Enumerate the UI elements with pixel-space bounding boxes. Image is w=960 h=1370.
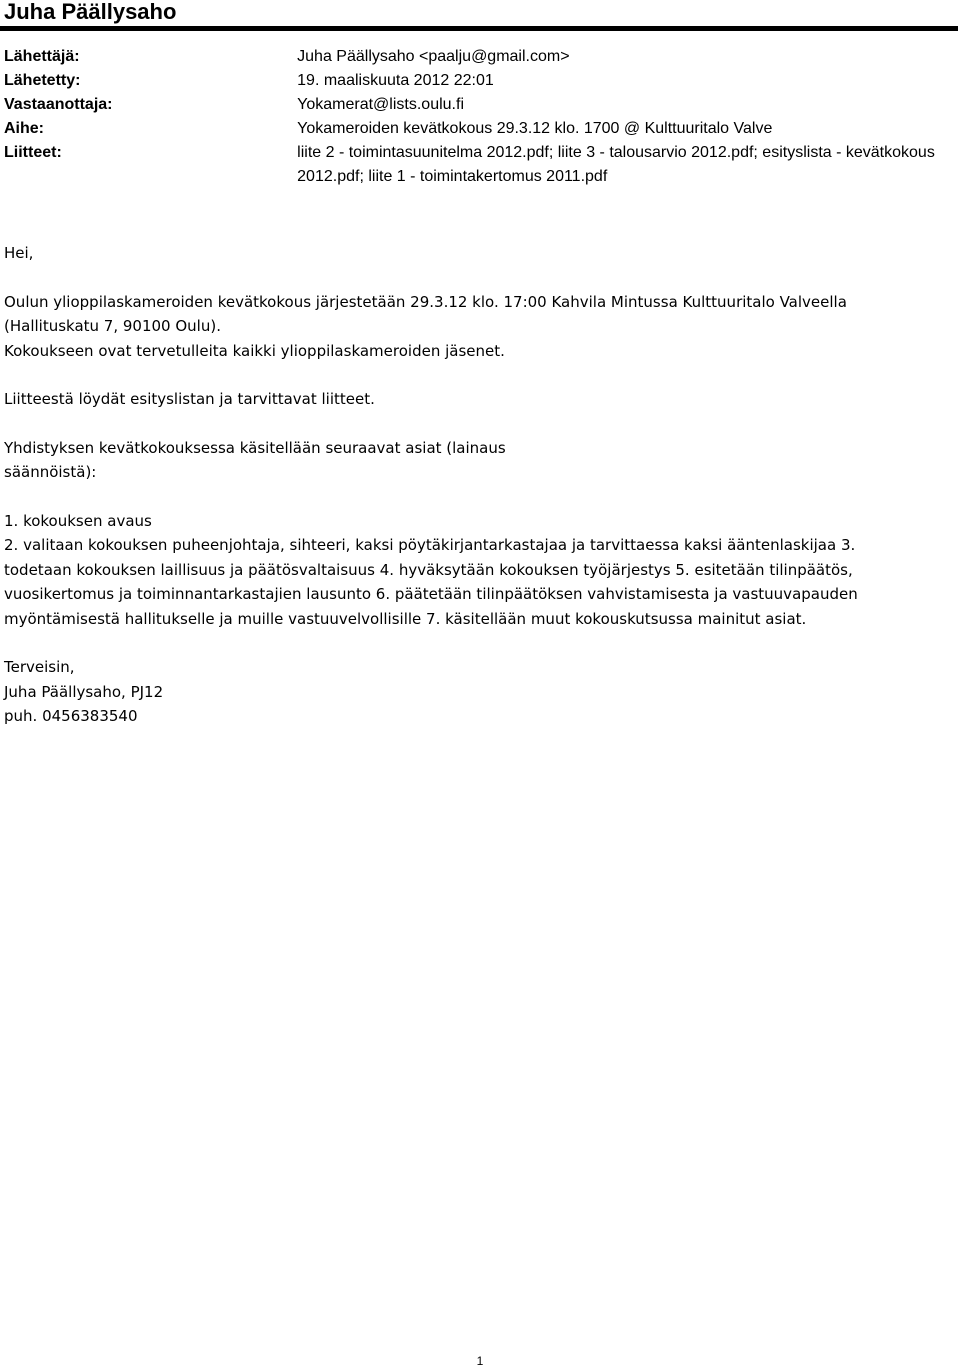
attachments-note: Liitteestä löydät esityslistan ja tarvittavat liitteet. [4, 390, 375, 408]
header-label-from: Lähettäjä: [4, 48, 80, 65]
meeting-line-2: (Hallituskatu 7, 90100 Oulu). [4, 317, 221, 335]
agenda-line-1: 1. kokouksen avaus [4, 511, 152, 530]
header-value-attachments: liite 2 - toimintasuunitelma 2012.pdf; liite 3 - talousarvio 2012.pdf; esityslista - kevätkokous 2012.pdf; liite 1 - toimintakertomus 2011.pdf [297, 144, 935, 185]
meeting-line-1: Oulun ylioppilaskameroiden kevätkokous järjestetään 29.3.12 klo. 17:00 Kahvila Mintussa Kulttuuritalo Valveella [4, 292, 847, 311]
header-row-to [4, 93, 944, 117]
header-row-subject [4, 117, 944, 141]
greeting: Hei, [4, 244, 34, 262]
signature-phone: puh. 0456383540 [4, 707, 138, 725]
signature-name: Juha Päällysaho, PJ12 [4, 682, 164, 701]
meeting-line-3: Kokoukseen ovat tervetulleita kaikki ylioppilaskameroiden jäsenet. [4, 341, 505, 360]
closing: Terveisin, [4, 658, 75, 676]
header-divider [0, 26, 958, 31]
header-row-attachments [4, 141, 944, 189]
agenda-line-2: 2. valitaan kokouksen puheenjohtaja, sihteeri, kaksi pöytäkirjantarkastajaa ja tarvittaessa kaksi ääntenlaskijaa 3. [4, 536, 856, 554]
header-row-sent [4, 69, 944, 93]
agenda-line-5: myöntämisestä hallitukselle ja muille vastuuvelvollisille 7. käsitellään muut kokouskutsussa mainitut asiat. [4, 609, 807, 628]
header-label-attachments: Liitteet: [4, 144, 62, 161]
header-value-to: Yokamerat@lists.oulu.fi [297, 96, 464, 113]
agenda-line-3: todetaan kokouksen laillisuus ja päätösvaltaisuus 4. hyväksytään kokouksen työjärjestys 5. esitetään tilinpäätös, [4, 560, 853, 579]
header-value-from: Juha Päällysaho <paalju@gmail.com> [297, 48, 570, 65]
header-value-subject: Yokameroiden kevätkokous 29.3.12 klo. 1700 @ Kulttuuritalo Valve [297, 120, 773, 137]
rules-intro-line-1: Yhdistyksen kevätkokouksessa käsitellään seuraavat asiat (lainaus [4, 438, 506, 457]
header-row-from [4, 45, 944, 69]
email-header-table [4, 45, 944, 189]
agenda-line-4: vuosikertomus ja toiminnantarkastajien lausunto 6. päätetään tilinpäätöksen vahvistamisesta ja vastuuvapauden [4, 585, 858, 603]
document-title: Juha Päällysaho [4, 0, 177, 24]
rules-intro-line-2: säännöistä): [4, 463, 97, 481]
email-body [4, 241, 944, 729]
header-label-sent: Lähetetty: [4, 72, 81, 89]
header-value-sent: 19. maaliskuuta 2012 22:01 [297, 72, 494, 89]
page-number: 1 [476, 1354, 484, 1368]
header-label-to: Vastaanottaja: [4, 96, 113, 113]
header-label-subject: Aihe: [4, 120, 44, 137]
